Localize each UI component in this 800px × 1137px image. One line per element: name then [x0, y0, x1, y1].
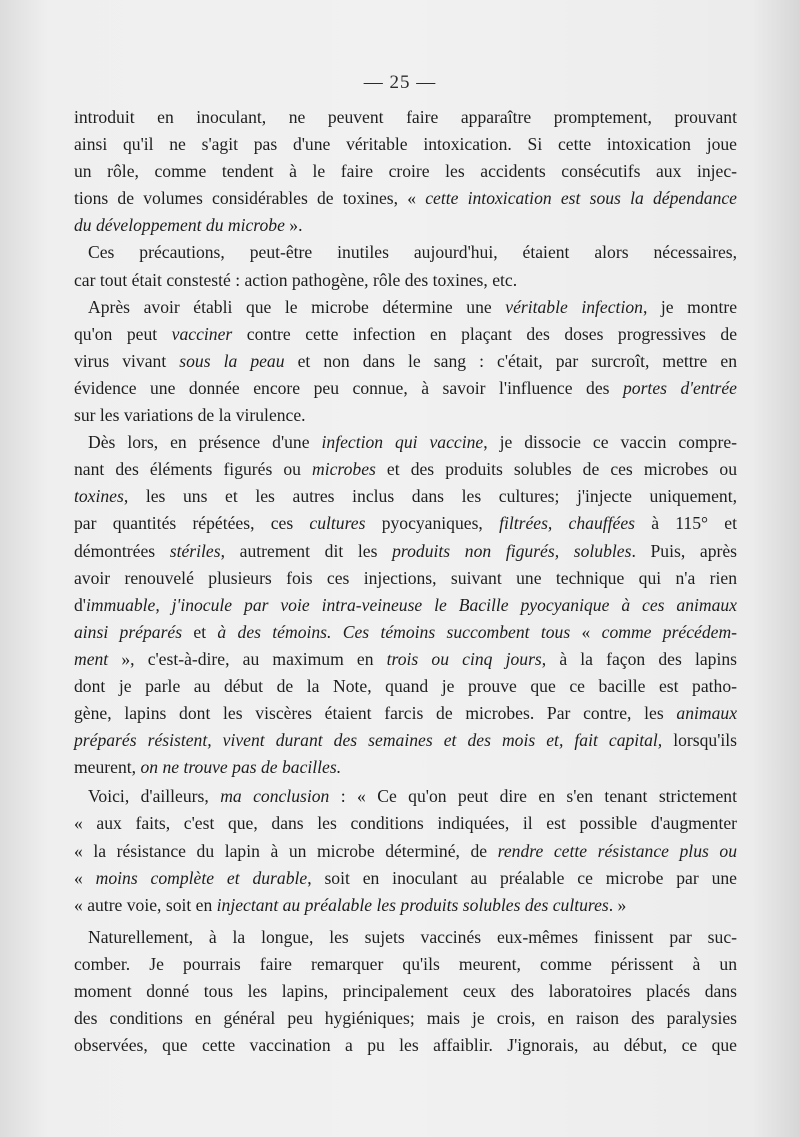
text-line	[74, 754, 737, 781]
text-line	[74, 402, 737, 429]
text-line	[74, 104, 737, 131]
text-run: pyocyaniques,	[365, 513, 500, 534]
italic-text: ment	[74, 648, 109, 669]
italic-text: ainsi préparés	[74, 621, 183, 642]
text-line	[74, 321, 737, 348]
italic-text: cultures	[309, 513, 366, 534]
text-run: ».	[284, 215, 303, 236]
text-run: qu'on peut	[74, 323, 172, 344]
text-run: démontrées	[74, 540, 170, 561]
italic-text: on ne trouve pas de bacilles.	[140, 757, 342, 778]
text-run: tions de volumes considérables de toxines, «	[74, 188, 426, 209]
italic-text: préparés résistent, vivent durant des semaines et des mois et, fait capital,	[74, 730, 663, 751]
italic-text: comme précédem-	[601, 621, 738, 642]
text-run: un rôle, comme tendent à le faire croire les accidents consécutifs aux injec-	[74, 161, 737, 182]
italic-text: produits non figurés, solubles	[392, 540, 632, 561]
text-line	[74, 131, 737, 158]
text-run: , autrement dit les	[220, 540, 393, 561]
italic-text: injectant au préalable les produits solubles des cultures	[216, 894, 609, 915]
text-run: nant des éléments figurés ou	[74, 459, 313, 480]
italic-text: filtrées, chauffées	[499, 513, 635, 534]
text-run: , à la façon des lapins	[541, 648, 737, 669]
text-run: et des produits solubles de ces microbes ou	[375, 459, 737, 480]
text-line	[74, 1032, 737, 1059]
text-run: « aux faits, c'est que, dans les conditions indiquées, il est possible d'augmenter	[74, 813, 737, 834]
text-line	[74, 892, 737, 919]
text-line	[74, 158, 737, 185]
text-run: et non dans le sang : c'était, par surcroît, mettre en	[284, 350, 737, 371]
text-line	[74, 810, 737, 837]
text-run: et	[182, 621, 218, 642]
italic-text: rendre cette résistance plus ou	[497, 840, 737, 861]
text-run: « la résistance du lapin à un microbe déterminé, de	[74, 840, 498, 861]
text-run: introduit en inoculant, ne peuvent faire apparaître promptement, prouvant	[74, 107, 737, 127]
text-run: , soit en inoculant au préalable ce microbe par une	[307, 867, 737, 888]
italic-text: ma conclusion	[220, 786, 330, 807]
text-run: Ces précautions, peut-être inutiles aujourd'hui, étaient alors nécessaires,	[88, 242, 737, 263]
text-run: avoir renouvelé plusieurs fois ces injections, suivant une technique qui n'a rien	[74, 567, 737, 588]
italic-text: du développement du microbe	[74, 215, 285, 236]
text-run: par quantités répétées, ces	[74, 513, 310, 534]
text-run: Après avoir établi que le microbe détermine une	[88, 296, 506, 317]
text-line	[74, 924, 737, 951]
italic-text: vacciner	[171, 323, 233, 344]
text-line	[74, 865, 737, 892]
italic-text: trois ou cinq jours	[386, 648, 542, 669]
text-line	[74, 727, 737, 754]
text-run: . Puis, après	[631, 540, 737, 561]
text-run: «	[74, 867, 96, 888]
text-line	[74, 700, 737, 727]
text-line	[74, 838, 737, 865]
text-run: : « Ce qu'on peut dire en s'en tenant strictement	[329, 786, 737, 807]
text-line	[74, 646, 737, 673]
text-run: gène, lapins dont les viscères étaient farcis de microbes. Par contre, les	[74, 703, 677, 724]
text-line	[74, 951, 737, 978]
text-line	[74, 429, 737, 456]
text-run: », c'est-à-dire, au maximum en	[108, 648, 387, 669]
body-text	[74, 104, 737, 1059]
text-line	[74, 267, 737, 294]
text-line	[74, 565, 737, 592]
text-line	[74, 783, 737, 810]
text-line	[74, 212, 737, 239]
text-run: ainsi qu'il ne s'agit pas d'une véritable intoxication. Si cette intoxication joue	[74, 134, 737, 155]
page-number: — 25 —	[363, 72, 437, 93]
text-line	[74, 673, 737, 700]
text-line	[74, 456, 737, 483]
text-run: , je montre	[642, 296, 737, 317]
text-run: meurent,	[74, 757, 141, 778]
italic-text: cette intoxication est sous la dépendance	[425, 188, 737, 209]
text-run: moment donné tous les lapins, principalement ceux des laboratoires placés dans	[74, 981, 737, 1001]
text-line	[74, 538, 737, 565]
text-run: sur les variations de la virulence.	[74, 405, 306, 426]
italic-text: infection qui vaccine	[321, 432, 484, 453]
text-run: lorsqu'ils	[662, 730, 737, 751]
text-run: dont je parle au début de la Note, quand je prouve que ce bacille est patho-	[74, 675, 737, 696]
text-run: « autre voie, soit en	[74, 894, 217, 915]
text-run: évidence une donnée encore peu connue, à savoir l'influence des	[74, 377, 623, 398]
text-run: d'	[74, 594, 86, 615]
text-run: car tout était constesté : action pathogène, rôle des toxines, etc.	[74, 269, 518, 290]
italic-text: microbes	[312, 459, 376, 480]
text-run: des conditions en général peu hygiéniques; mais je crois, en raison des paralysies	[74, 1008, 737, 1029]
text-line	[74, 510, 737, 537]
text-run: comber. Je pourrais faire remarquer qu'ils meurent, comme périssent à un	[74, 953, 737, 974]
text-run: virus vivant	[74, 350, 180, 371]
text-line	[74, 619, 737, 646]
italic-text: moins complète et durable	[95, 867, 308, 888]
text-run: à 115° et	[635, 513, 737, 534]
text-line	[74, 294, 737, 321]
text-run: Dès lors, en présence d'une	[88, 432, 322, 453]
text-line	[74, 375, 737, 402]
italic-text: sous la peau	[179, 350, 285, 371]
text-run: Voici, d'ailleurs,	[88, 786, 221, 807]
text-line	[74, 348, 737, 375]
text-line	[74, 483, 737, 510]
text-line	[74, 592, 737, 619]
text-run: . »	[608, 894, 627, 915]
text-run: Naturellement, à la longue, les sujets vaccinés eux-mêmes finissent par suc-	[88, 926, 737, 947]
text-run: contre cette infection en plaçant des doses progressives de	[232, 323, 737, 344]
text-line	[74, 239, 737, 266]
italic-text: immuable, j'inocule par voie intra-veineuse le Bacille pyocyanique à ces animaux	[85, 594, 737, 615]
italic-text: à des témoins. Ces témoins succombent tous	[217, 621, 571, 642]
italic-text: stériles	[169, 540, 221, 561]
text-run: , les uns et les autres inclus dans les cultures; j'injecte uniquement,	[123, 486, 737, 507]
text-run: «	[570, 621, 602, 642]
text-run: , je dissocie ce vaccin compre-	[483, 432, 737, 453]
text-run: observées, que cette vaccination a pu les affaiblir. J'ignorais, au début, ce que	[74, 1035, 737, 1056]
italic-text: toxines	[74, 486, 124, 507]
italic-text: portes d'entrée	[622, 377, 737, 398]
italic-text: véritable infection	[505, 296, 643, 317]
italic-text: animaux	[676, 703, 737, 724]
text-line	[74, 1005, 737, 1032]
text-line	[74, 185, 737, 212]
text-line	[74, 978, 737, 1005]
